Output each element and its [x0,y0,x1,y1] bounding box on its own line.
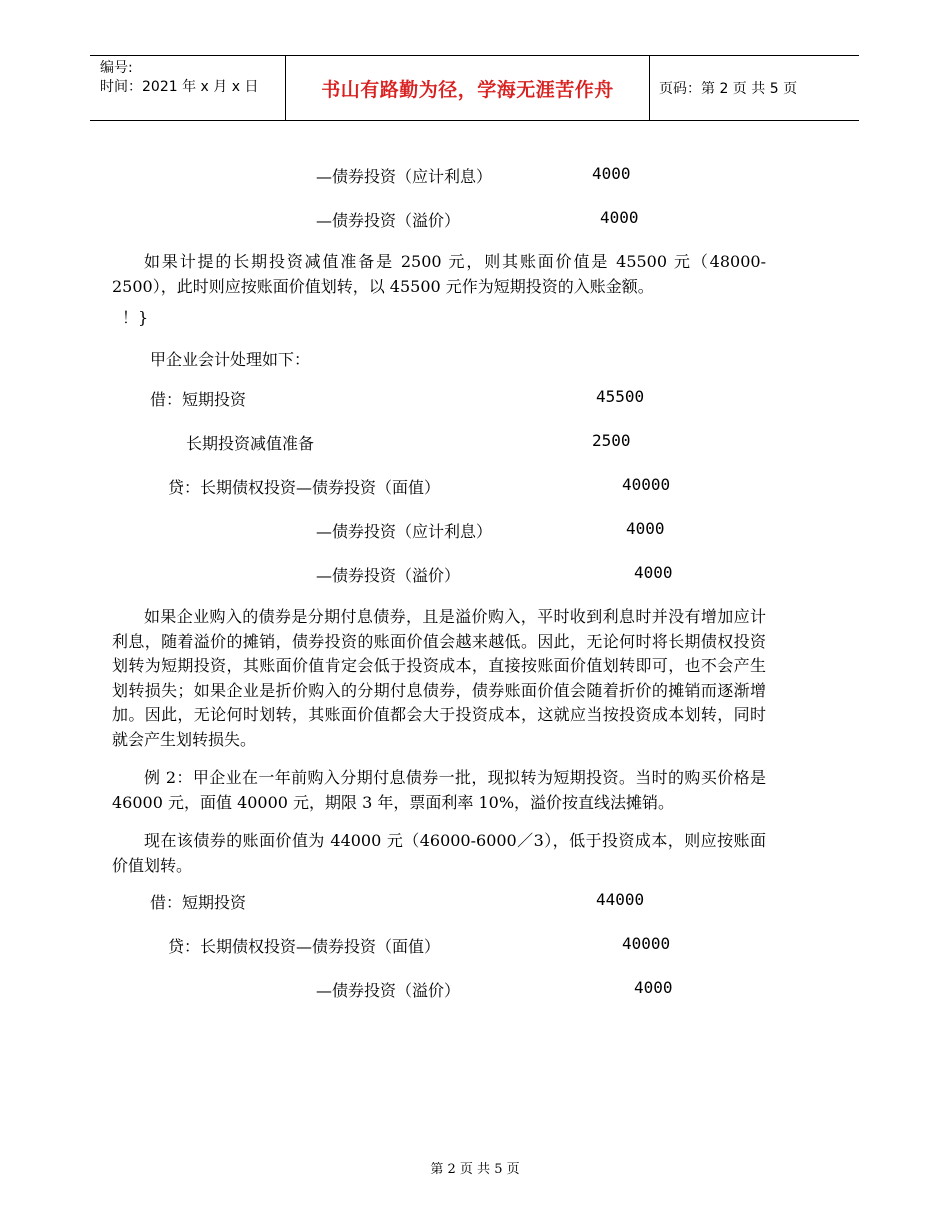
paragraph: 现在该债券的账面价值为 44000 元（46000-6000／3），低于投资成本，则应按账面价值划转。 [112,831,766,875]
journal-account: 借：短期投资 [150,390,247,409]
journal-account: —债券投资（溢价） [316,981,461,1000]
journal-amount: 2500 [592,431,631,450]
journal-line [112,886,766,930]
journal-line [112,427,766,471]
header-motto: 书山有路勤为径，学海无涯苦作舟 [286,56,650,120]
journal-line [112,974,766,1018]
journal-account: 贷：长期债权投资—债券投资（面值） [168,478,441,497]
journal-line [112,930,766,974]
journal-account: —债券投资（溢价） [316,566,461,585]
journal-account: 贷：长期债权投资—债券投资（面值） [168,937,441,956]
stray-mark: ！} [122,308,149,327]
journal-line [112,559,766,603]
journal-amount: 4000 [600,208,639,227]
paragraph: 甲企业会计处理如下： [150,350,311,369]
journal-amount: 44000 [596,890,645,909]
paragraph-line [112,341,766,383]
document-number-label: 编号: [100,60,133,76]
journal-account: —债券投资（应计利息） [316,522,493,541]
document-body [112,160,766,1018]
journal-line [112,471,766,515]
page-header [90,55,859,121]
journal-account: 借：短期投资 [150,893,247,912]
paragraph: 如果企业购入的债券是分期付息债券，且是溢价购入，平时收到利息时并没有增加应计利息，随着溢价的摊销，债券投资的账面价值会越来越低。因此，无论何时将长期债权投资划转为短期投资，其账面价值肯定会低于投资成本，直接按账面价值划转即可，也不会产生划转损失；如果企业是折价购入的分期付息债券，债券账面价值会随着折价的摊销而逐渐增加。因此，无论何时划转，其账面价值都会大于投资成本，这就应当按投资成本划转，同时就会产生划转损失。 [112,607,766,749]
paragraph: 如果计提的长期投资减值准备是 2500 元，则其账面价值是 45500 元（48000-2500），此时则应按账面价值划转，以 45500 元作为短期投资的入账金额。 [112,252,766,296]
journal-line [112,515,766,559]
journal-amount: 45500 [596,387,645,406]
journal-account: —债券投资（应计利息） [316,167,493,186]
journal-amount: 4000 [626,519,665,538]
journal-account: 长期投资减值准备 [186,434,315,453]
document-time-label: 时间：2021 年 x 月 x 日 [100,79,259,95]
paragraph: 例 2：甲企业在一年前购入分期付息债券一批，现拟转为短期投资。当时的购买价格是 46000 元，面值 40000 元，期限 3 年，票面利率 10%，溢价按直线法摊销。 [112,768,766,812]
header-meta [90,56,286,120]
journal-line [112,204,766,248]
header-page-info: 页码：第 2 页 共 5 页 [659,81,798,97]
journal-amount: 4000 [634,563,673,582]
stray-mark-line [112,299,766,341]
journal-amount: 40000 [622,475,671,494]
journal-amount: 40000 [622,934,671,953]
journal-line [112,160,766,204]
journal-amount: 4000 [634,978,673,997]
journal-account: —债券投资（溢价） [316,211,461,230]
page-footer: 第 2 页 共 5 页 [430,1162,520,1177]
journal-amount: 4000 [592,164,631,183]
journal-line [112,383,766,427]
